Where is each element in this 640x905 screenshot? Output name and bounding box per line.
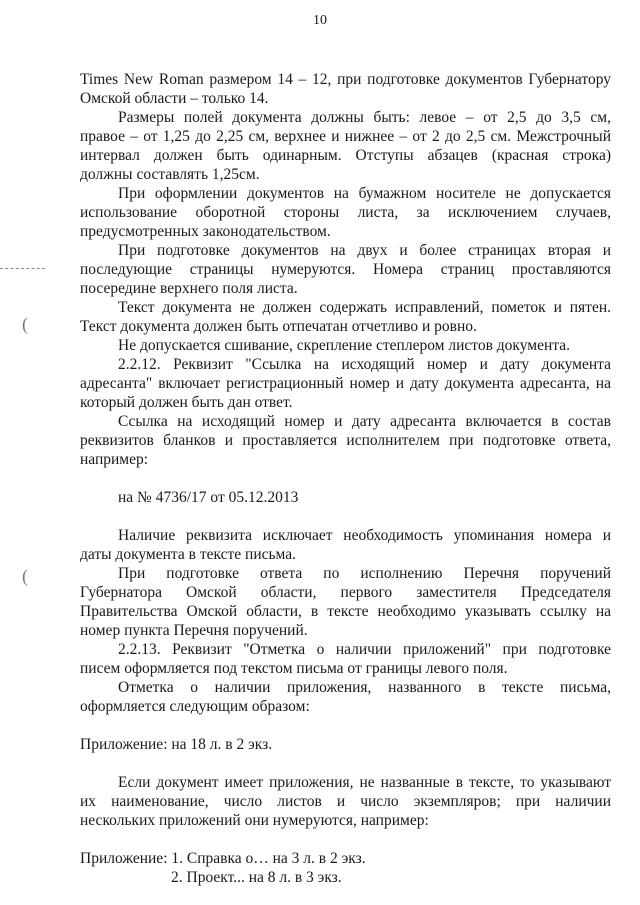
text-line: номер пункта Перечня поручений. (80, 622, 308, 639)
text-line: интервал должен быть одинарным. Отступы абзацев (красная строка) (80, 147, 611, 164)
text-line: Приложение: 1. Справка о… на 3 л. в 2 экз. (80, 850, 366, 867)
text-line: При оформлении документов на бумажном носителе не допускается (118, 185, 611, 202)
text-line: Текст документа должен быть отпечатан отчетливо и ровно. (80, 318, 477, 335)
text-line: 2.2.12. Реквизит "Ссылка на исходящий номер и дату документа (118, 356, 611, 373)
text-line: Размеры полей документа должны быть: левое – от 2,5 до 3,5 см, (118, 109, 611, 126)
text-line: Текст документа не должен содержать исправлений, пометок и пятен. (118, 299, 611, 316)
text-line: 2.2.13. Реквизит "Отметка о наличии приложений" при подготовке (118, 641, 611, 658)
text-line: даты документа в тексте письма. (80, 546, 297, 563)
text-line: Не допускается сшивание, скрепление степлером листов документа. (118, 337, 570, 354)
text-line: на № 4736/17 от 05.12.2013 (118, 489, 299, 506)
text-line: адресанта" включает регистрационный номер и дату документа адресанта, на (80, 375, 611, 392)
text-line: который должен быть дан ответ. (80, 394, 293, 411)
text-line: Наличие реквизита исключает необходимость упоминания номера и (118, 527, 611, 544)
text-line: предусмотренных законодательством. (80, 223, 331, 240)
text-line: Если документ имеет приложения, не названные в тексте, то указывают (118, 774, 611, 791)
text-line: Омской области – только 14. (80, 90, 269, 107)
text-line: Ссылка на исходящий номер и дату адресанта включается в состав (118, 413, 611, 430)
text-line: правое – от 1,25 до 2,25 см, верхнее и нижнее – от 2 до 2,5 см. Межстрочный (80, 128, 611, 145)
text-line: Губернатора Омской области, первого заместителя Председателя (80, 584, 611, 601)
text-line: например: (80, 451, 149, 468)
text-line: При подготовке документов на двух и более страницах вторая и (118, 242, 611, 259)
text-line: нескольких приложений они нумеруются, например: (80, 812, 429, 829)
text-line: При подготовке ответа по исполнению Перечня поручений (118, 565, 611, 582)
text-line: Times New Roman размером 14 – 12, при подготовке документов Губернатору (80, 71, 611, 88)
page-number: 10 (313, 13, 327, 28)
text-line: должны составлять 1,25см. (80, 166, 260, 183)
text-line: их наименование, число листов и число экземпляров; при наличии (80, 793, 611, 810)
text-line: Отметка о наличии приложения, названного в тексте письма, (118, 679, 611, 696)
text-line: использование оборотной стороны листа, за исключением случаев, (80, 204, 611, 221)
text-line: Правительства Омской области, в тексте необходимо указывать ссылку на (80, 603, 611, 620)
text-line: последующие страницы нумеруются. Номера страниц проставляются (80, 261, 611, 278)
scan-dash-mark (0, 268, 45, 269)
text-line: оформляется следующим образом: (80, 698, 310, 715)
text-line: посередине верхнего поля листа. (80, 280, 298, 297)
text-line: Приложение: на 18 л. в 2 экз. (80, 736, 273, 753)
text-line: реквизитов бланков и проставляется исполнителем при подготовке ответа, (80, 432, 611, 449)
hole-punch-mark: ( (22, 314, 28, 334)
text-line: 2. Проект... на 8 л. в 3 экз. (171, 869, 342, 886)
text-line: писем оформляется под текстом письма от границы левого поля. (80, 660, 508, 677)
hole-punch-mark: ( (22, 566, 28, 586)
